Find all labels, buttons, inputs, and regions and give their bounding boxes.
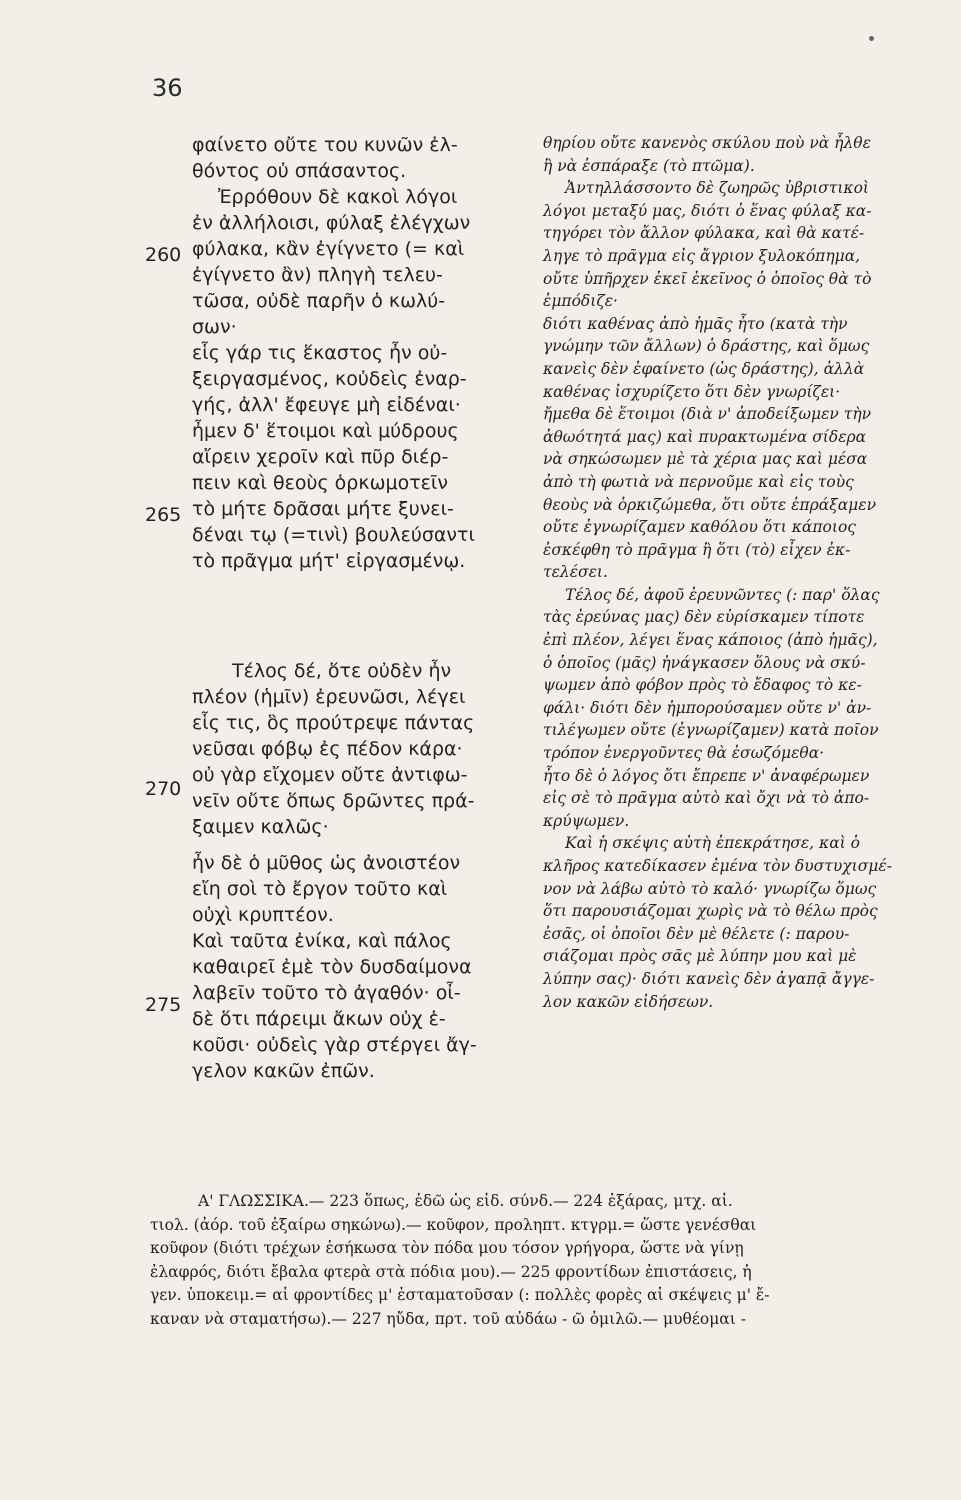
translation-line: λύπην σας)· διότι κανεὶς δὲν ἀγαπᾷ ἄγγε- [543, 969, 875, 988]
ancient-greek-text [192, 132, 532, 1084]
translation-line: ἤμεθα δὲ ἕτοιμοι (διὰ ν' ἀποδείξωμεν τὴν [543, 405, 872, 424]
verse-line: φύλακα, κἂν ἐγίγνετο (= καὶ [192, 238, 465, 260]
verse-line: Ἐρρόθουν δὲ κακοὶ λόγοι [218, 186, 458, 208]
translation-line: τελέσει. [543, 563, 608, 582]
verse-line: κοῦσι· οὐδεὶς γὰρ στέργει ἄγ- [192, 1034, 477, 1056]
translation-line: φάλι· διότι δὲν ἠμπορούσαμεν οὔτε ν' ἀν- [543, 698, 872, 717]
verse-line: σων· [192, 316, 237, 338]
translation-line: ἐπὶ πλέον, λέγει ἕνας κάποιος (ἀπὸ ἡμᾶς), [543, 631, 878, 650]
translation-line: τὰς ἐρεύνας μας) δὲν εὑρίσκαμεν τίποτε [543, 608, 865, 627]
verse-line: αἴρειν χεροῖν καὶ πῦρ διέρ- [192, 446, 449, 468]
translation-line: ἀπὸ τὴ φωτιὰ νὰ περνοῦμε καὶ εἰς τοὺς [543, 472, 854, 491]
translation-line: κλῆρος κατεδίκασεν ἐμένα τὸν δυστυχισμέ- [543, 857, 892, 875]
translation-line: ὅτι παρουσιάζομαι χωρὶς νὰ τὸ θέλω πρὸς [543, 902, 878, 921]
translation-line: τιλέγωμεν οὔτε (ἐγνωρίζαμεν) κατὰ ποῖον [543, 721, 879, 740]
verse-line: ἦν δὲ ὁ μῦθος ὡς ἀνοιστέον [192, 852, 461, 874]
note-line: καναν νὰ σταματήσω).— 227 ηὔδα, πρτ. τοῦ αὐδάω - ῶ ὁμιλῶ.— μυθέομαι - [150, 1309, 746, 1328]
translation-line: γνώμην τῶν ἄλλων) ὁ δράστης, καὶ ὅμως [543, 337, 870, 356]
verse-line: θόντος οὐ σπάσαντος. [192, 160, 407, 182]
stanza-gap [192, 574, 532, 658]
translation-line: ἀθωότητά μας) καὶ πυρακτωμένα σίδερα [543, 427, 867, 446]
translation-line: κανεὶς δὲν ἐφαίνετο (ὡς δράστης), ἀλλὰ [543, 359, 865, 378]
verse-number: 260 [145, 244, 182, 266]
translation-line: λον κακῶν εἰδήσεων. [543, 992, 714, 1011]
verse-line: καθαιρεῖ ἐμὲ τὸν δυσδαίμονα [192, 956, 472, 978]
translation-line: τηγόρει τὸν ἄλλον φύλακα, καὶ θὰ κατέ- [543, 224, 865, 243]
verse-line: πειν καὶ θεοὺς ὁρκωμοτεῖν [192, 472, 448, 494]
translation-line: καθένας ἰσχυρίζετο ὅτι δὲν γνωρίζει· [543, 382, 841, 401]
verse-line: λαβεῖν τοῦτο τὸ ἀγαθόν· οἶ- [192, 982, 461, 1004]
translation-line: θεοὺς νὰ ὁρκιζώμεθα, ὅτι οὔτε ἐπράξαμεν [543, 495, 876, 514]
translation-line: σιάζομαι πρὸς σᾶς μὲ λύπην μου καὶ μὲ [543, 947, 857, 966]
verse-line: νεῦσαι φόβῳ ἐς πέδον κάρα· [192, 738, 463, 760]
translation-line: τρόπον ἐνεργοῦντες θὰ ἐσωζόμεθα· [543, 744, 825, 763]
verse-line: τὸ μήτε δρᾶσαι μήτε ξυνει- [192, 498, 454, 520]
verse-line: ξειργασμένος, κοὐδεὶς ἐναρ- [192, 368, 467, 390]
verse-line: ἐν ἀλλήλοισι, φύλαξ ἐλέγχων [192, 212, 471, 234]
translation-line: θηρίου οὔτε κανενὸς σκύλου ποὺ νὰ ἦλθε [543, 134, 871, 152]
verse-line: γελον κακῶν ἐπῶν. [192, 1060, 375, 1082]
verse-line: οὐχὶ κρυπτέον. [192, 904, 334, 926]
verse-line: ἐγίγνετο ἂν) πληγὴ τελευ- [192, 264, 443, 286]
translation-line: εἰς σὲ τὸ πρᾶγμα αὐτὸ καὶ ὄχι νὰ τὸ ἀπο- [543, 789, 870, 808]
translation-line: ἢ νὰ ἐσπάραξε (τὸ πτῶμα). [543, 156, 755, 175]
translation-line: διότι καθένας ἀπὸ ἡμᾶς ἦτο (κατὰ τὴν [543, 314, 848, 333]
note-line: κοῦφον (διότι τρέχων ἐσήκωσα τὸν πόδα μου τόσον γρήγορα, ὥστε νὰ γίνῃ [150, 1239, 744, 1258]
verse-number: 275 [145, 994, 182, 1016]
linguistic-notes [150, 1190, 940, 1332]
translation-line: λόγοι μεταξύ μας, διότι ὁ ἕνας φύλαξ κα- [543, 201, 872, 220]
translation-line: νον νὰ λάβω αὐτὸ τὸ καλό· γνωρίζω ὅμως [543, 879, 877, 898]
translation-line: ἐμπόδιζε· [543, 292, 618, 311]
translation-line: ληγε τὸ πρᾶγμα εἰς ἄγριον ξυλοκόπημα, [543, 246, 861, 265]
translation-line: κρύψωμεν. [543, 811, 630, 830]
verse-line: τὸ πρᾶγμα μήτ' εἰργασμένῳ. [192, 550, 466, 572]
verse-line: πλέον (ἡμῖν) ἐρευνῶσι, λέγει [192, 686, 466, 708]
verse-line: Καὶ ταῦτα ἐνίκα, καὶ πάλος [192, 930, 452, 952]
translation-line: ἦτο δὲ ὁ λόγος ὅτι ἔπρεπε ν' ἀναφέρωμεν [543, 766, 870, 785]
translation-line: Ἀντηλλάσσοντο δὲ ζωηρῶς ὑβριστικοὶ [565, 179, 869, 198]
translation-line: οὔτε ὑπῆρχεν ἐκεῖ ἐκεῖνος ὁ ὁποῖος θὰ τὸ [543, 269, 872, 288]
verse-line: τῶσα, οὐδὲ παρῆν ὁ κωλύ- [192, 290, 446, 312]
modern-greek-translation [543, 132, 933, 1013]
translation-line: ὁ ὁποῖος (μᾶς) ἠνάγκασεν ὅλους νὰ σκύ- [543, 653, 866, 672]
verse-line: Τέλος δέ, ὅτε οὐδὲν ἦν [232, 660, 452, 682]
translation-line: ἐσᾶς, οἱ ὁποῖοι δὲν μὲ θέλετε (: παρου- [543, 924, 850, 943]
verse-line: φαίνετο οὔτε του κυνῶν ἐλ- [192, 134, 458, 156]
verse-line: ἦμεν δ' ἕτοιμοι καὶ μύδρους [192, 420, 459, 442]
note-line: τιολ. (ἀόρ. τοῦ ἐξαίρω σηκώνω).— κοῦφον, προληπτ. κτγρμ.= ὥστε γενέσθαι [150, 1215, 757, 1234]
verse-line: εἴη σοὶ τὸ ἔργον τοῦτο καὶ [192, 878, 448, 900]
ink-speck [869, 36, 874, 41]
verse-line: εἷς τις, ὃς προύτρεψε πάντας [192, 712, 475, 734]
verse-line: ξαιμεν καλῶς· [192, 816, 329, 838]
translation-line: οὔτε ἐγνωρίζαμεν καθόλου ὅτι κάποιος [543, 518, 856, 537]
note-line: Α' ΓΛΩΣΣΙΚΑ.— 223 ὅπως, ἐδῶ ὡς εἰδ. σύνδ.— 224 ἐξάρας, μτχ. αἰ. [198, 1192, 733, 1210]
stanza-gap [192, 840, 532, 850]
page-number: 36 [152, 74, 183, 102]
verse-line: δὲ ὅτι πάρειμι ἄκων οὐχ ἑ- [192, 1008, 446, 1030]
verse-number: 265 [145, 504, 182, 526]
translation-line: νὰ σηκώσωμεν μὲ τὰ χέρια μας καὶ μέσα [543, 450, 868, 469]
verse-line: γής, ἀλλ' ἔφευγε μὴ εἰδέναι· [192, 394, 461, 416]
verse-line: δέναι τῳ (=τινὶ) βουλεύσαντι [192, 524, 475, 546]
verse-line: νεῖν οὔτε ὅπως δρῶντες πρά- [192, 790, 475, 812]
note-line: ἐλαφρός, διότι ἔβαλα φτερὰ στὰ πόδια μου).— 225 φροντίδων ἐπιστάσεις, ἡ [150, 1262, 752, 1281]
note-line: γεν. ὑποκειμ.= αἱ φροντίδες μ' ἐσταματοῦσαν (: πολλὲς φορὲς αἱ σκέψεις μ' ἔ- [150, 1286, 770, 1305]
translation-line: Καὶ ἡ σκέψις αὐτὴ ἐπεκράτησε, καὶ ὁ [565, 834, 860, 853]
translation-line: ἐσκέφθη τὸ πρᾶγμα ἢ ὅτι (τὸ) εἶχεν ἐκ- [543, 540, 851, 559]
verse-number: 270 [145, 778, 182, 800]
verse-line: οὐ γὰρ εἴχομεν οὔτε ἀντιφω- [192, 764, 468, 786]
translation-line: Τέλος δέ, ἀφοῦ ἐρευνῶντες (: παρ' ὅλας [565, 585, 880, 604]
translation-line: ψωμεν ἀπὸ φόβον πρὸς τὸ ἔδαφος τὸ κε- [543, 676, 862, 695]
verse-line: εἷς γάρ τις ἕκαστος ἦν οὐ- [192, 342, 448, 364]
